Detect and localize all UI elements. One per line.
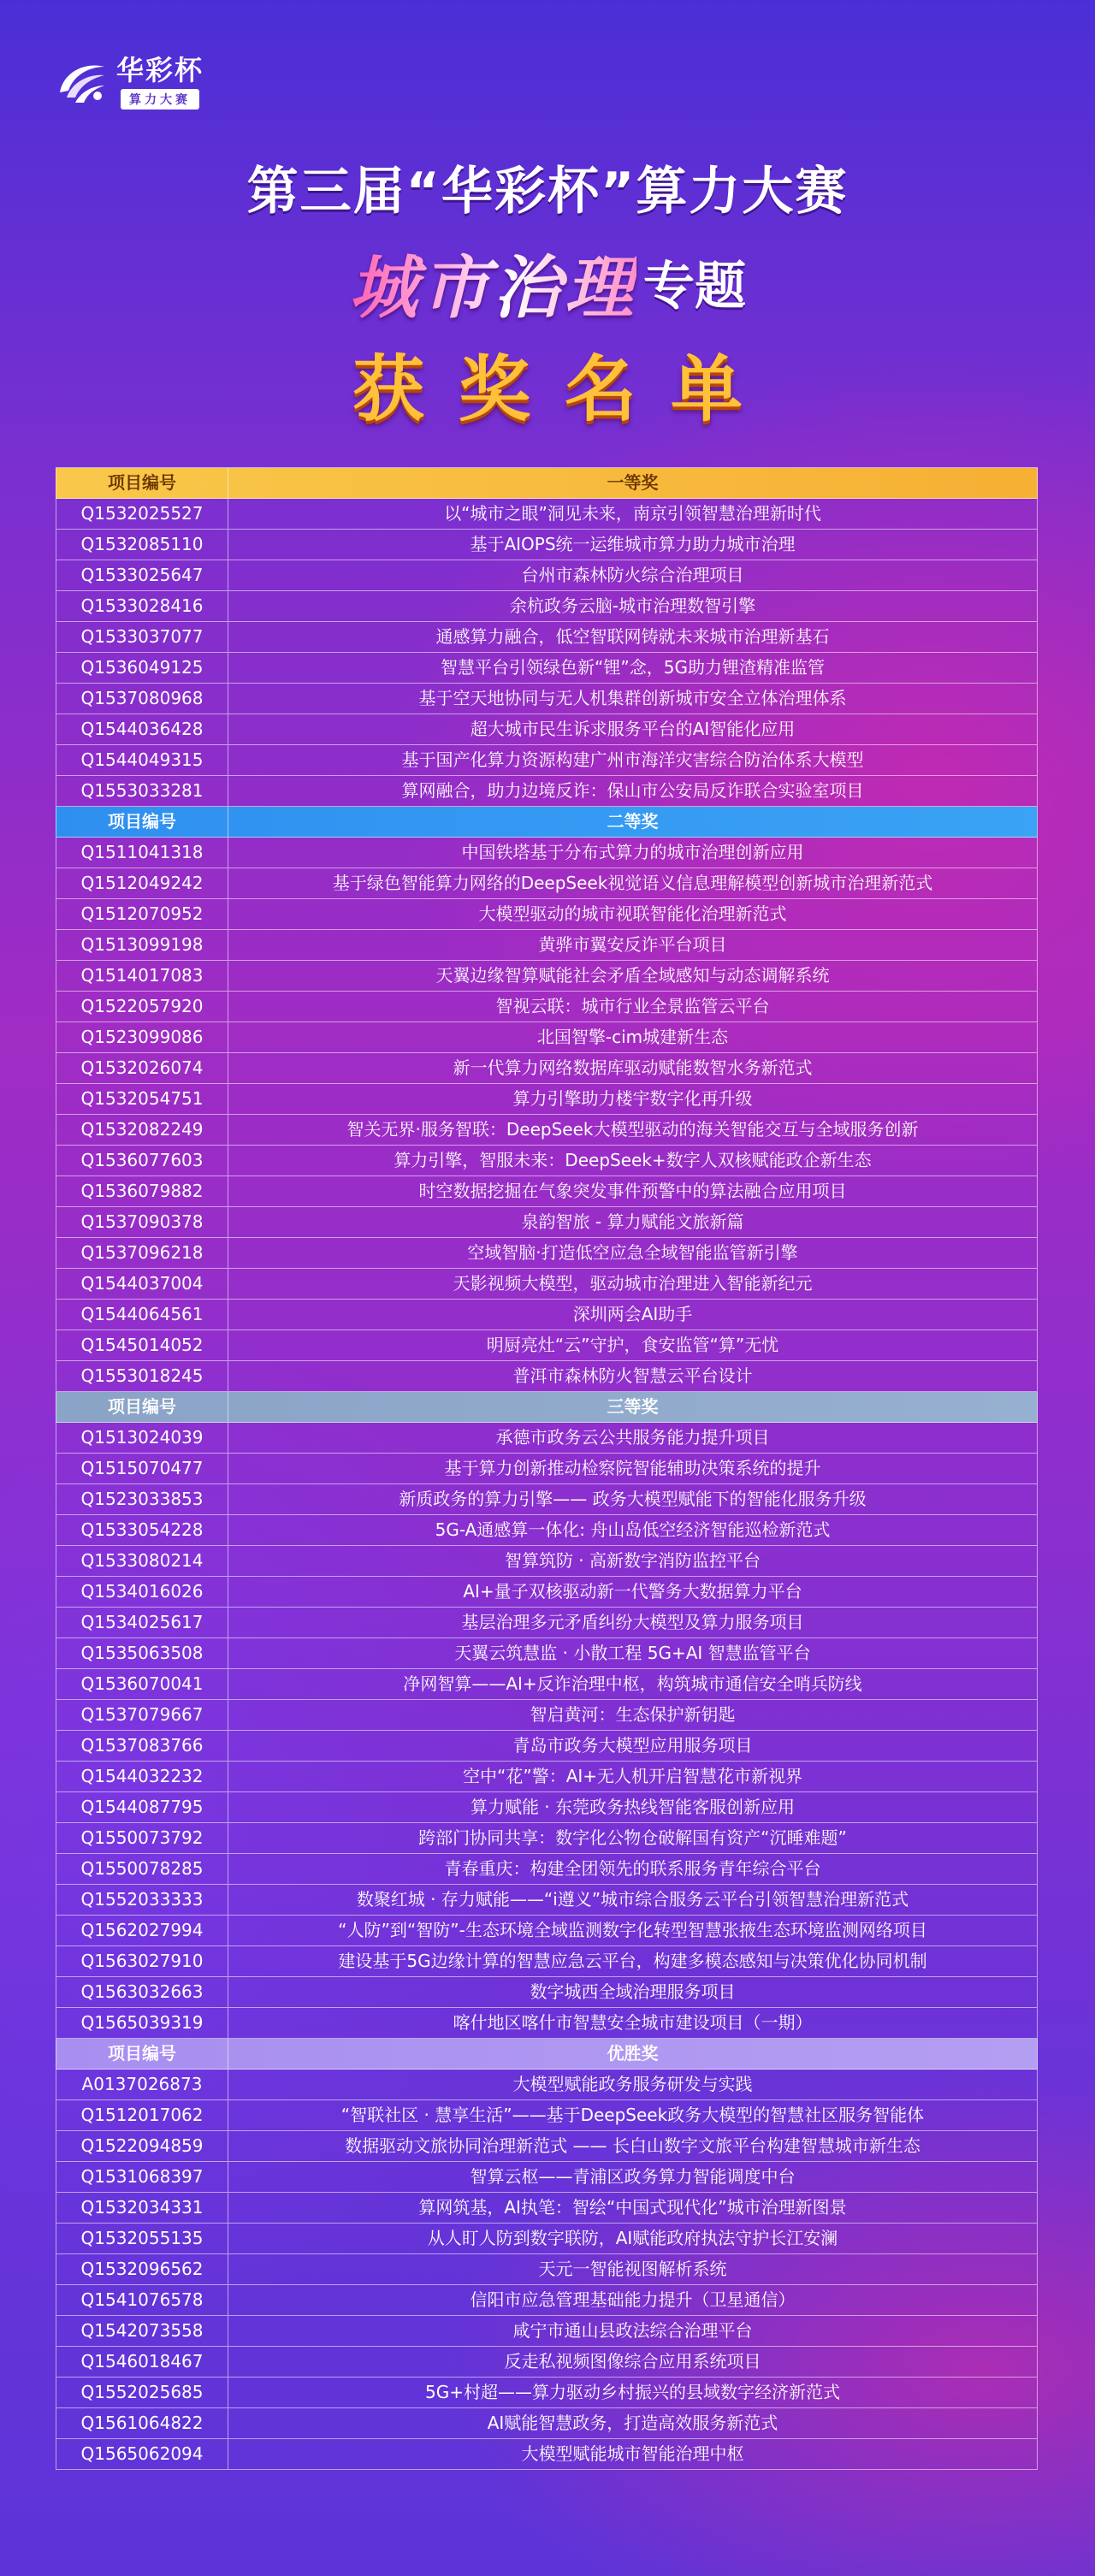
project-id-cell: Q1531068397 <box>56 2162 228 2192</box>
project-id-cell: Q1563027910 <box>56 1946 228 1976</box>
table-row <box>56 838 1038 868</box>
project-id-cell: Q1532085110 <box>56 530 228 560</box>
table-row <box>56 2008 1038 2039</box>
project-id-cell: Q1532054751 <box>56 1084 228 1114</box>
table-row <box>56 714 1038 745</box>
project-id-cell: Q1537096218 <box>56 1238 228 1268</box>
page-subtitle <box>0 233 1095 328</box>
award-level-label: 一等奖 <box>607 472 659 493</box>
project-id-cell: Q1537090378 <box>56 1207 228 1237</box>
project-id-cell: Q1513024039 <box>56 1423 228 1453</box>
table-row <box>56 930 1038 961</box>
project-id-cell: Q1512049242 <box>56 868 228 898</box>
project-id-cell: Q1544037004 <box>56 1269 228 1299</box>
project-name-cell: 智算筑防 · 高新数字消防监控平台 <box>504 1550 761 1571</box>
project-id-cell: Q1512017062 <box>56 2100 228 2130</box>
project-id-cell: Q1561064822 <box>56 2408 228 2438</box>
project-id-cell: Q1532082249 <box>56 1115 228 1145</box>
project-name-cell: 大模型驱动的城市视联智能化治理新范式 <box>478 903 787 924</box>
table-row <box>56 1546 1038 1577</box>
project-name-cell: 建设基于5G边缘计算的智慧应急云平台，构建多模态感知与决策优化协同机制 <box>338 1951 927 1971</box>
project-id-cell: Q1523033853 <box>56 1484 228 1514</box>
table-row <box>56 1823 1038 1854</box>
project-id-cell: Q1533080214 <box>56 1546 228 1576</box>
project-name-cell: 天元一智能视图解析系统 <box>538 2259 727 2279</box>
project-name-cell: AI赋能智慧政务，打造高效服务新范式 <box>487 2413 778 2433</box>
section-header <box>56 1392 1038 1423</box>
project-name-cell: 算力引擎，智服未来：DeepSeek+数字人双核赋能政企新生态 <box>394 1150 872 1170</box>
table-row <box>56 1854 1038 1885</box>
project-name-cell: 喀什地区喀什市智慧安全城市建设项目（一期） <box>453 2012 813 2033</box>
section-header <box>56 2039 1038 2070</box>
project-id-cell: Q1532096562 <box>56 2254 228 2284</box>
project-id-cell: Q1522057920 <box>56 992 228 1022</box>
project-id-cell: Q1515070477 <box>56 1454 228 1483</box>
project-id-cell: Q1535063508 <box>56 1638 228 1668</box>
project-name-cell: 智算云枢——青浦区政务算力智能调度中台 <box>470 2166 796 2187</box>
project-id-cell: Q1534025617 <box>56 1608 228 1637</box>
table-row <box>56 2408 1038 2439</box>
table-row <box>56 2100 1038 2131</box>
table-row <box>56 1515 1038 1546</box>
award-level-label: 三等奖 <box>607 1396 659 1417</box>
project-id-cell: Q1533028416 <box>56 591 228 621</box>
project-id-cell: Q1537083766 <box>56 1731 228 1761</box>
project-name-cell: 时空数据挖掘在气象突发事件预警中的算法融合应用项目 <box>418 1181 847 1201</box>
section-header <box>56 807 1038 838</box>
award-list-heading: 获奖名单 <box>352 347 777 431</box>
table-row <box>56 776 1038 807</box>
table-row <box>56 2285 1038 2316</box>
project-name-cell: 算力赋能 · 东莞政务热线智能客服创新应用 <box>470 1797 796 1817</box>
table-row <box>56 1330 1038 1361</box>
project-name-cell: 新一代算力网络数据库驱动赋能数智水务新范式 <box>453 1057 813 1078</box>
table-row <box>56 684 1038 714</box>
project-id-cell: Q1550078285 <box>56 1854 228 1884</box>
project-name-cell: 咸宁市通山县政法综合治理平台 <box>512 2320 753 2341</box>
project-id-cell: Q1544064561 <box>56 1300 228 1329</box>
column-header-project-id: 项目编号 <box>56 468 228 498</box>
project-name-cell: 基层治理多元矛盾纠纷大模型及算力服务项目 <box>461 1612 804 1632</box>
project-name-cell: 数据驱动文旅协同治理新范式 —— 长白山数字文旅平台构建智慧城市新生态 <box>345 2135 920 2156</box>
project-id-cell: Q1553033281 <box>56 776 228 806</box>
section-header <box>56 468 1038 499</box>
table-row <box>56 653 1038 684</box>
table-row <box>56 1053 1038 1084</box>
project-id-cell: Q1532055135 <box>56 2224 228 2253</box>
table-row <box>56 1454 1038 1484</box>
table-row <box>56 2254 1038 2285</box>
project-id-cell: Q1532034331 <box>56 2193 228 2223</box>
column-header-project-id: 项目编号 <box>56 807 228 837</box>
table-row <box>56 2316 1038 2347</box>
page-title: 第三届“华彩杯”算力大赛 <box>246 162 849 222</box>
table-row <box>56 1176 1038 1207</box>
project-name-cell: 空中“花”警：AI+无人机开启智慧花市新视界 <box>462 1766 803 1786</box>
table-row <box>56 560 1038 591</box>
project-name-cell: 天翼云筑慧监 · 小散工程 5G+AI 智慧监管平台 <box>454 1643 811 1663</box>
project-id-cell: Q1536079882 <box>56 1176 228 1206</box>
project-name-cell: 青春重庆：构建全团领先的联系服务青年综合平台 <box>444 1858 821 1879</box>
project-name-cell: 普洱市森林防火智慧云平台设计 <box>512 1365 753 1386</box>
table-row <box>56 1577 1038 1608</box>
table-row <box>56 2439 1038 2470</box>
project-id-cell: Q1536077603 <box>56 1146 228 1175</box>
project-id-cell: Q1542073558 <box>56 2316 228 2346</box>
project-id-cell: Q1544032232 <box>56 1762 228 1791</box>
project-name-cell: 黄骅市翼安反诈平台项目 <box>538 934 727 955</box>
project-name-cell: 基于绿色智能算力网络的DeepSeek视觉语义信息理解模型创新城市治理新范式 <box>332 873 933 893</box>
table-row <box>56 1361 1038 1392</box>
project-name-cell: 信阳市应急管理基础能力提升（卫星通信） <box>470 2289 796 2310</box>
project-name-cell: 新质政务的算力引擎—— 政务大模型赋能下的智能化服务升级 <box>399 1489 867 1509</box>
table-row <box>56 499 1038 530</box>
table-row <box>56 1731 1038 1762</box>
project-name-cell: 智启黄河：生态保护新钥匙 <box>530 1704 736 1725</box>
table-row <box>56 1423 1038 1454</box>
table-row <box>56 591 1038 622</box>
table-row <box>56 2162 1038 2193</box>
table-row <box>56 2070 1038 2100</box>
table-row <box>56 1022 1038 1053</box>
project-name-cell: 天影视频大模型，驱动城市治理进入智能新纪元 <box>453 1273 813 1294</box>
project-id-cell: Q1514017083 <box>56 961 228 991</box>
project-name-cell: 超大城市民生诉求服务平台的AI智能化应用 <box>470 719 796 739</box>
project-name-cell: 明厨亮灶“云”守护，食安监管“算”无忧 <box>486 1335 779 1355</box>
project-id-cell: Q1533037077 <box>56 622 228 652</box>
project-name-cell: 台州市森林防火综合治理项目 <box>521 565 744 585</box>
project-id-cell: Q1522094859 <box>56 2131 228 2161</box>
project-id-cell: Q1565062094 <box>56 2439 228 2469</box>
project-name-cell: 数字城西全域治理服务项目 <box>530 1981 736 2002</box>
column-header-project-id: 项目编号 <box>56 2039 228 2069</box>
project-name-cell: 以“城市之眼”洞见未来，南京引领智慧治理新时代 <box>444 503 821 524</box>
award-level-label: 二等奖 <box>607 811 659 832</box>
project-name-cell: 基于国产化算力资源构建广州市海洋灾害综合防治体系大模型 <box>401 749 864 770</box>
table-row <box>56 1238 1038 1269</box>
project-id-cell: Q1537079667 <box>56 1700 228 1730</box>
project-id-cell: Q1553018245 <box>56 1361 228 1391</box>
project-name-cell: 跨部门协同共享：数字化公物仓破解国有资产“沉睡难题” <box>418 1827 847 1848</box>
brand-logo <box>55 55 204 110</box>
project-name-cell: 北国智擎-cim城建新生态 <box>536 1027 729 1047</box>
project-name-cell: 反走私视频图像综合应用系统项目 <box>504 2351 761 2372</box>
project-name-cell: 通感算力融合，低空智联网铸就未来城市治理新基石 <box>435 626 830 647</box>
project-name-cell: AI+量子双核驱动新一代警务大数据算力平台 <box>463 1581 802 1602</box>
logo-name: 华彩杯 <box>116 54 204 86</box>
column-header-project-id: 项目编号 <box>56 1392 228 1422</box>
table-row <box>56 745 1038 776</box>
project-name-cell: 基于算力创新推动检察院智能辅助决策系统的提升 <box>444 1458 821 1478</box>
project-name-cell: 深圳两会AI助手 <box>572 1304 693 1324</box>
award-level-label: 优胜奖 <box>607 2043 659 2064</box>
table-row <box>56 1084 1038 1115</box>
table-row <box>56 868 1038 899</box>
project-name-cell: 青岛市政务大模型应用服务项目 <box>512 1735 753 1756</box>
project-name-cell: “智联社区 · 慧享生活”——基于DeepSeek政务大模型的智慧社区服务智能体 <box>340 2105 925 2125</box>
project-id-cell: Q1536070041 <box>56 1669 228 1699</box>
project-name-cell: 5G+村超——算力驱动乡村振兴的县域数字经济新范式 <box>425 2382 840 2402</box>
table-row <box>56 1207 1038 1238</box>
project-id-cell: Q1544087795 <box>56 1792 228 1822</box>
table-row <box>56 899 1038 930</box>
table-row <box>56 2378 1038 2408</box>
table-row <box>56 1484 1038 1515</box>
table-row <box>56 1669 1038 1700</box>
table-row <box>56 1946 1038 1977</box>
project-id-cell: Q1565039319 <box>56 2008 228 2038</box>
project-name-cell: 智视云联：城市行业全景监管云平台 <box>495 996 770 1016</box>
project-name-cell: 泉韵智旅 - 算力赋能文旅新篇 <box>521 1211 744 1232</box>
project-id-cell: Q1533025647 <box>56 560 228 590</box>
project-id-cell: Q1544036428 <box>56 714 228 744</box>
project-id-cell: Q1544049315 <box>56 745 228 775</box>
table-row <box>56 530 1038 560</box>
project-name-cell: 算网融合，助力边境反诈：保山市公安局反诈联合实验室项目 <box>401 780 864 801</box>
project-id-cell: Q1546018467 <box>56 2347 228 2377</box>
table-row <box>56 1300 1038 1330</box>
table-row <box>56 2224 1038 2254</box>
table-row <box>56 622 1038 653</box>
table-row <box>56 1977 1038 2008</box>
project-name-cell: 数聚红城 · 存力赋能——“i遵义”城市综合服务云平台引领智慧治理新范式 <box>356 1889 909 1910</box>
project-name-cell: “人防”到“智防”-生态环境全域监测数字化转型智慧张掖生态环境监测网络项目 <box>338 1920 927 1940</box>
table-row <box>56 1885 1038 1916</box>
project-id-cell: A0137026873 <box>56 2070 228 2099</box>
project-name-cell: 承德市政务云公共服务能力提升项目 <box>495 1427 770 1448</box>
project-name-cell: 大模型赋能城市智能治理中枢 <box>521 2443 744 2464</box>
project-name-cell: 余杭政务云脑-城市治理数智引擎 <box>509 595 756 616</box>
project-id-cell: Q1511041318 <box>56 838 228 868</box>
table-row <box>56 1762 1038 1792</box>
project-id-cell: Q1532025527 <box>56 499 228 529</box>
logo-swirl-icon <box>55 58 108 106</box>
project-name-cell: 基于空天地协同与无人机集群创新城市安全立体治理体系 <box>418 688 847 708</box>
project-name-cell: 净网智算——AI+反诈治理中枢，构筑城市通信安全哨兵防线 <box>403 1673 862 1694</box>
project-id-cell: Q1536049125 <box>56 653 228 683</box>
project-id-cell: Q1562027994 <box>56 1916 228 1945</box>
project-name-cell: 智慧平台引领绿色新“锂”念，5G助力锂渣精准监管 <box>441 657 825 678</box>
table-row <box>56 1638 1038 1669</box>
table-row <box>56 1146 1038 1176</box>
table-row <box>56 1916 1038 1946</box>
project-name-cell: 5G-A通感算一体化: 舟山岛低空经济智能巡检新范式 <box>435 1519 831 1540</box>
subtitle-suffix: 专题 <box>643 256 746 317</box>
project-name-cell: 大模型赋能政务服务研发与实践 <box>512 2074 753 2094</box>
project-id-cell: Q1541076578 <box>56 2285 228 2315</box>
project-id-cell: Q1532026074 <box>56 1053 228 1083</box>
table-row <box>56 992 1038 1022</box>
project-id-cell: Q1552025685 <box>56 2378 228 2407</box>
project-id-cell: Q1563032663 <box>56 1977 228 2007</box>
logo-subtitle: 算力大赛 <box>121 89 199 110</box>
project-id-cell: Q1523099086 <box>56 1022 228 1052</box>
project-name-cell: 天翼边缘智算赋能社会矛盾全域感知与动态调解系统 <box>435 965 830 986</box>
table-row <box>56 1792 1038 1823</box>
project-name-cell: 基于AIOPS统一运维城市算力助力城市治理 <box>470 534 796 554</box>
project-id-cell: Q1537080968 <box>56 684 228 714</box>
project-name-cell: 中国铁塔基于分布式算力的城市治理创新应用 <box>461 842 804 862</box>
subtitle-topic: 城市治理 <box>349 233 636 331</box>
project-id-cell: Q1512070952 <box>56 899 228 929</box>
project-name-cell: 算网筑基，AI执笔：智绘“中国式现代化”城市治理新图景 <box>418 2197 847 2218</box>
project-id-cell: Q1533054228 <box>56 1515 228 1545</box>
table-row <box>56 2193 1038 2224</box>
project-name-cell: 智关无界·服务智联：DeepSeek大模型驱动的海关智能交互与全域服务创新 <box>346 1119 919 1140</box>
project-id-cell: Q1513099198 <box>56 930 228 960</box>
project-id-cell: Q1552033333 <box>56 1885 228 1915</box>
table-row <box>56 2347 1038 2378</box>
table-row <box>56 1700 1038 1731</box>
table-row <box>56 2131 1038 2162</box>
table-row <box>56 1115 1038 1146</box>
table-row <box>56 1608 1038 1638</box>
table-row <box>56 961 1038 992</box>
award-table <box>56 467 1038 2470</box>
project-name-cell: 空域智脑·打造低空应急全域智能监管新引擎 <box>467 1242 798 1263</box>
table-row <box>56 1269 1038 1300</box>
project-id-cell: Q1545014052 <box>56 1330 228 1360</box>
project-name-cell: 算力引擎助力楼宇数字化再升级 <box>512 1088 753 1109</box>
project-id-cell: Q1534016026 <box>56 1577 228 1607</box>
project-id-cell: Q1550073792 <box>56 1823 228 1853</box>
project-name-cell: 从人盯人防到数字联防，AI赋能政府执法守护长江安澜 <box>427 2228 838 2248</box>
